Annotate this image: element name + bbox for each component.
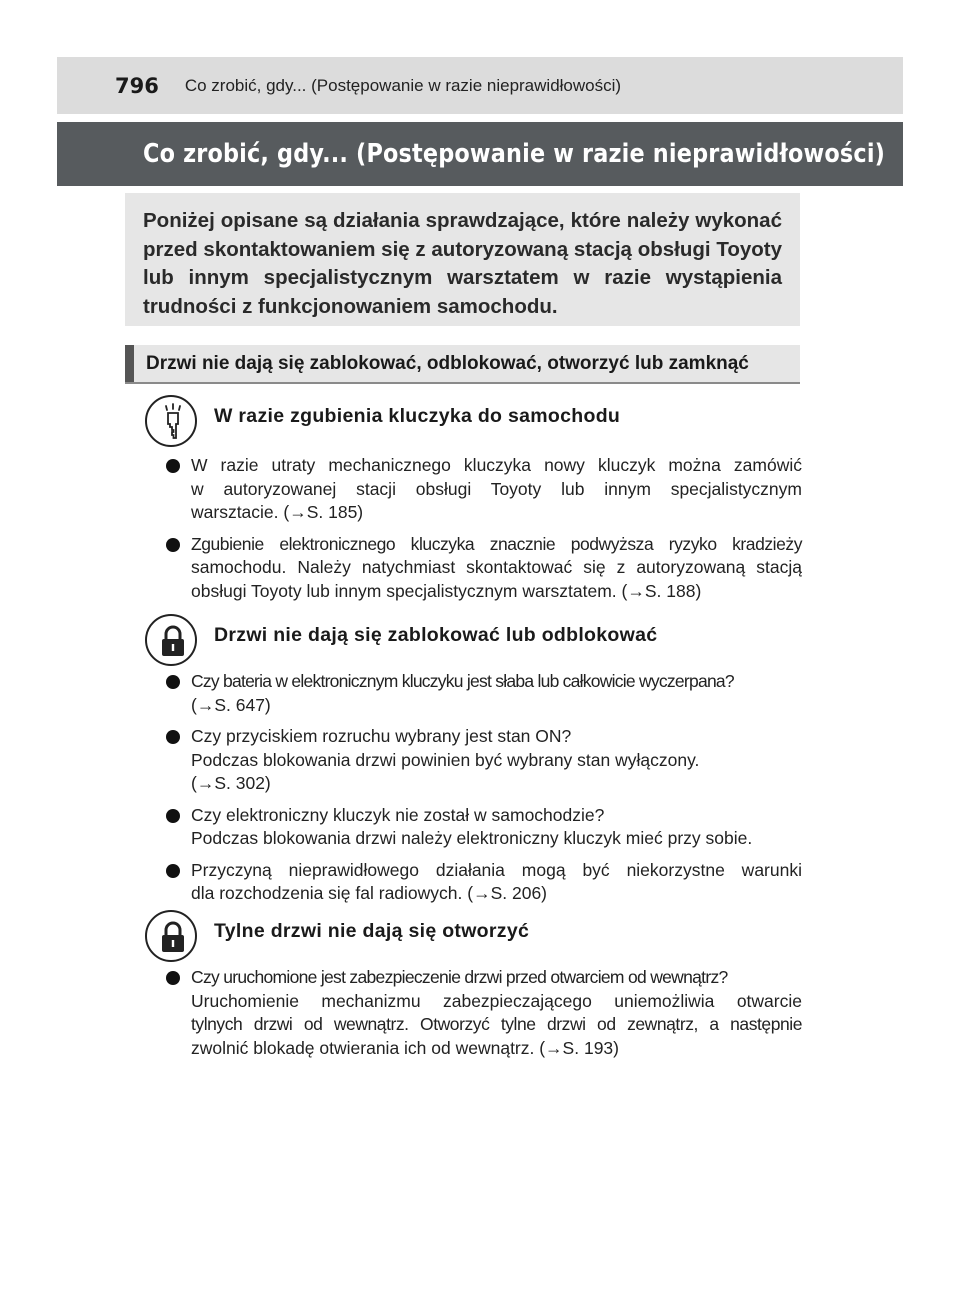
chapter-title-bar	[57, 122, 903, 186]
item-line: Uruchomienie mechanizmu zabezpieczającego uniemożliwia otwarcie	[191, 990, 802, 1011]
item-line: w autoryzowanej stacji obsługi Toyoty lub innym specjalistycznym	[191, 478, 802, 499]
subsection-title: Drzwi nie dają się zablokować lub odblokować	[214, 624, 658, 646]
bullet-icon	[166, 809, 180, 823]
item-line: (→S. 302)	[191, 773, 271, 793]
page-number: 796	[115, 73, 159, 98]
item-line: zwolnić blokadę otwierania ich od wewnątrz. (→S. 193)	[191, 1037, 619, 1058]
section-header	[125, 345, 800, 383]
subsection-door-lock	[145, 614, 805, 670]
intro-line: przed skontaktowaniem się z autoryzowaną stacją obsługi Toyoty	[143, 237, 782, 261]
section-divider	[125, 382, 800, 384]
item-line: Zgubienie elektronicznego kluczyka znacznie podwyższa ryzyko kradzieży	[191, 533, 802, 554]
item-line: tylnych drzwi od wewnątrz. Otworzyć tylne drzwi od zewnątrz, a następnie	[191, 1014, 802, 1034]
item-line: Czy przyciskiem rozruchu wybrany jest stan ON?	[191, 726, 572, 746]
intro-line: trudności z funkcjonowaniem samochodu.	[143, 294, 558, 318]
page-title: Co zrobić, gdy... (Postępowanie w razie nieprawidłowości)	[143, 139, 886, 169]
item-line: dla rozchodzenia się fal radiowych. (→S. 206)	[191, 883, 548, 903]
list-item	[156, 533, 802, 604]
item-line: Czy bateria w elektronicznym kluczyku jest słaba lub całkowicie wyczerpana?	[191, 671, 734, 691]
subsection-title: W razie zgubienia kluczyka do samochodu	[214, 405, 621, 427]
page-header	[57, 57, 903, 114]
intro-line: Poniżej opisane są działania sprawdzające, które należy wykonać	[143, 209, 782, 232]
subsection-rear-door	[145, 910, 805, 966]
item-line: Podczas blokowania drzwi należy elektroniczny kluczyk mieć przy sobie.	[191, 828, 753, 848]
bullet-icon	[166, 538, 180, 552]
bullet-list	[156, 454, 802, 611]
list-item	[156, 804, 802, 851]
list-item	[156, 725, 802, 796]
bullet-list	[156, 670, 802, 914]
item-line: obsługi Toyoty lub innym specjalistycznym warsztatem. (→S. 188)	[191, 580, 702, 601]
subsection-title: Tylne drzwi nie dają się otworzyć	[214, 920, 530, 942]
bullet-icon	[166, 971, 180, 985]
list-item	[156, 859, 802, 906]
bullet-list	[156, 966, 802, 1068]
subsection-lost-key	[145, 395, 805, 451]
intro-box	[125, 193, 800, 326]
bullet-icon	[166, 459, 180, 473]
bullet-icon	[166, 730, 180, 744]
section-header-text: Drzwi nie dają się zablokować, odblokować, otworzyć lub zamknąć	[146, 353, 749, 374]
item-line: W razie utraty mechanicznego kluczyka nowy kluczyk można zamówić	[191, 455, 802, 475]
item-line: warsztacie. (→S. 185)	[191, 502, 364, 522]
item-line: Podczas blokowania drzwi powinien być wybrany stan wyłączony.	[191, 749, 700, 770]
item-line: (→S. 647)	[191, 694, 271, 715]
item-line: samochodu. Należy natychmiast skontaktować się z autoryzowaną stacją	[191, 557, 802, 577]
lock-icon	[145, 910, 197, 962]
bullet-icon	[166, 675, 180, 689]
key-icon	[145, 395, 197, 447]
intro-text	[143, 207, 782, 321]
item-line: Przyczyną nieprawidłowego działania mogą być niekorzystne warunki	[191, 859, 802, 880]
lock-icon	[145, 614, 197, 666]
list-item	[156, 670, 802, 717]
list-item	[156, 454, 802, 525]
item-line: Czy elektroniczny kluczyk nie został w samochodzie?	[191, 804, 605, 825]
bullet-icon	[166, 864, 180, 878]
item-line: Czy uruchomione jest zabezpieczenie drzwi przed otwarciem od wewnątrz?	[191, 967, 728, 987]
list-item	[156, 966, 802, 1060]
running-title: Co zrobić, gdy... (Postępowanie w razie nieprawidłowości)	[184, 75, 622, 95]
intro-line: lub innym specjalistycznym warsztatem w razie wystąpienia	[143, 266, 782, 289]
